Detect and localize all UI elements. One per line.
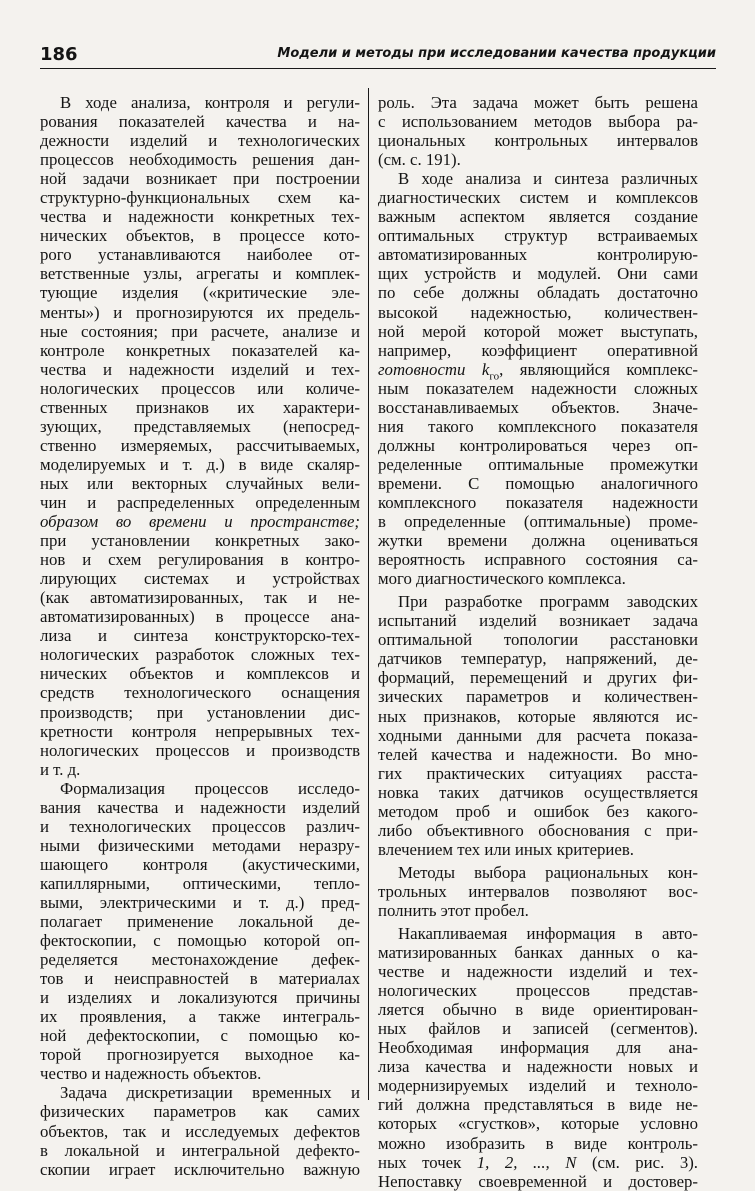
formula-k: готовности k bbox=[378, 359, 490, 379]
text-line: и т. д. bbox=[40, 759, 81, 779]
text-line: по себе должны обладать достаточно bbox=[378, 283, 698, 303]
text-line: новка таких датчиков осуществляется bbox=[378, 782, 698, 802]
page-number: 186 bbox=[40, 44, 78, 65]
text-line: выми, электрическими и т. д.) пред- bbox=[40, 892, 360, 912]
text-line: комплексного показателя надежности bbox=[378, 492, 698, 512]
column-divider bbox=[368, 88, 369, 1100]
text-line: оптимальной топологии расстановки bbox=[378, 630, 698, 650]
text-line: вания качества и надежности изделий bbox=[40, 797, 360, 817]
text-line: ветственные узлы, агрегаты и комплек- bbox=[40, 264, 360, 284]
text-line: ния такого комплексного показателя bbox=[378, 416, 698, 436]
text-line: мого диагностического комплекса. bbox=[378, 569, 626, 589]
text-line: трольных интервалов позволяют вос- bbox=[378, 881, 698, 901]
text-line: датчиков температур, напряжений, де- bbox=[378, 649, 698, 669]
text-line: испытаний изделий возникает задача bbox=[378, 611, 698, 631]
text-line: жутки времени должна оцениваться bbox=[378, 531, 698, 551]
text-line: нологических процессов или количе- bbox=[40, 378, 360, 398]
text-line: производств; при установлении дис- bbox=[40, 702, 360, 722]
text-line: дежности изделий и технологических bbox=[40, 131, 360, 151]
text-line-italic: образом во времени и пространстве; bbox=[40, 512, 360, 532]
text-line: телей качества и надежности. Во мно- bbox=[378, 744, 698, 764]
point-list: 1, 2, ..., N bbox=[476, 1152, 577, 1172]
text-line: в локальной и интегральной дефекто- bbox=[40, 1140, 360, 1160]
text-line: фектоскопии, с помощью которой оп- bbox=[40, 931, 360, 951]
text-line: менты») и прогнозируются их предель- bbox=[40, 302, 360, 322]
text-line: чин и распределенных определенным bbox=[40, 492, 360, 512]
text-segment: ных точек bbox=[378, 1152, 477, 1172]
running-title: Модели и методы при исследовании качества продукции bbox=[277, 46, 716, 61]
text-line: тующие изделия («критические эле- bbox=[40, 283, 360, 303]
text-line: процессов необходимость решения дан- bbox=[40, 150, 360, 170]
text-line: методом проб и ошибок без какого- bbox=[378, 801, 698, 821]
page-header bbox=[40, 40, 716, 68]
text-line: роль. Эта задача может быть решена bbox=[378, 93, 698, 112]
text-line: Накапливаемая информация в авто- bbox=[398, 924, 698, 944]
text-line: вероятность исправного состояния са- bbox=[378, 550, 698, 570]
text-line: Необходимая информация для ана- bbox=[378, 1038, 698, 1058]
text-line: зических параметров и количествен- bbox=[378, 687, 698, 707]
text-line: влечением тех или иных критериев. bbox=[378, 839, 634, 859]
text-line: ных файлов и записей (сегментов). bbox=[378, 1019, 698, 1039]
text-line: В ходе анализа и синтеза различных bbox=[398, 169, 698, 189]
text-line: с использованием методов выбора ра- bbox=[378, 112, 698, 132]
text-line: скопии играет исключительно важную bbox=[40, 1159, 360, 1179]
text-line: ной мерой которой может выступать, bbox=[378, 321, 698, 341]
text-line: матизированных банках данных о ка- bbox=[378, 943, 698, 963]
text-line: ственных признаков их характери- bbox=[40, 397, 360, 417]
text-line: (см. с. 191). bbox=[378, 150, 461, 170]
text-line: которых «сгустков», которые условно bbox=[378, 1114, 698, 1134]
text-line: ные состояния; при расчете, анализе и bbox=[40, 321, 360, 341]
text-line: высокой надежностью, количествен- bbox=[378, 302, 698, 322]
text-line: при установлении конкретных зако- bbox=[40, 531, 360, 551]
text-line: чество и надежность объектов. bbox=[40, 1064, 262, 1084]
text-line: средств технологического оснащения bbox=[40, 683, 360, 703]
text-line: гих практических ситуациях расста- bbox=[378, 763, 698, 783]
text-line: модернизируемых изделий и техноло- bbox=[378, 1076, 698, 1096]
text-line: физических параметров как самих bbox=[40, 1102, 360, 1122]
text-line: восстанавливаемых объектов. Значе- bbox=[378, 397, 698, 417]
text-line: их проявления, а также интеграль- bbox=[40, 1007, 360, 1027]
text-line: и изделиях и локализуются причины bbox=[40, 988, 360, 1008]
header-rule bbox=[40, 68, 716, 69]
text-line: циональных контрольных интервалов bbox=[378, 131, 698, 151]
text-line: моделируемых и т. д.) в виде скаляр- bbox=[40, 454, 360, 474]
text-line: нологических процессов и производств bbox=[40, 740, 360, 760]
text-line: ными физическими методами неразру- bbox=[40, 835, 360, 855]
text-line: рования показателей качества и на- bbox=[40, 112, 360, 132]
text-line: Формализация процессов исследо- bbox=[60, 778, 360, 798]
text-line: ределенные оптимальные промежутки bbox=[378, 454, 698, 474]
text-line: формаций, перемещений и других фи- bbox=[378, 668, 698, 688]
text-line: и технологических процессов различ- bbox=[40, 816, 360, 836]
text-line: лирующих системах и устройствах bbox=[40, 569, 360, 589]
right-column bbox=[378, 93, 698, 1191]
text-line: времени. С помощью аналогичного bbox=[378, 473, 698, 493]
text-line: При разработке программ заводских bbox=[398, 592, 698, 612]
text-line: нических объектов и комплексов и bbox=[40, 664, 360, 684]
text-line: объектов, так и исследуемых дефектов bbox=[40, 1121, 360, 1141]
text-line: ной дефектоскопии, с помощью ко- bbox=[40, 1026, 360, 1046]
formula-subscript: го bbox=[489, 370, 500, 383]
text-line: диагностических систем и комплексов bbox=[378, 188, 698, 208]
text-line: нов и схем регулирования в контро- bbox=[40, 550, 360, 570]
text-line: ной задачи возникает при построении bbox=[40, 169, 360, 189]
text-line: лиза качества и надежности новых и bbox=[378, 1057, 698, 1077]
text-line: Задача дискретизации временных и bbox=[60, 1083, 360, 1103]
text-line: чества и надежности изделий и тех- bbox=[40, 359, 360, 379]
text-line: ределяется местонахождение дефек- bbox=[40, 950, 360, 970]
text-line: (как автоматизированных, так и не- bbox=[40, 588, 360, 608]
text-line: полагает применение локальной де- bbox=[40, 912, 360, 932]
formula-tail: , являющийся комплекс- bbox=[499, 359, 698, 379]
text-line: можно изобразить в виде контроль- bbox=[378, 1133, 698, 1153]
text-line-formula bbox=[378, 359, 698, 383]
text-line: например, коэффициент оперативной bbox=[378, 340, 698, 360]
text-line: либо объективного обоснования с при- bbox=[378, 820, 698, 840]
left-column bbox=[40, 93, 360, 1179]
text-line: щих устройств и модулей. Они сами bbox=[378, 264, 698, 284]
text-line: автоматизированных контролирую- bbox=[378, 245, 698, 265]
text-line: автоматизированных) в процессе ана- bbox=[40, 607, 360, 627]
text-line: ственно измеряемых, рассчитываемых, bbox=[40, 435, 360, 455]
text-line: кретности контроля непрерывных тех- bbox=[40, 721, 360, 741]
text-line: ляется обычно в виде ориентирован- bbox=[378, 1000, 698, 1020]
text-line: рого устанавливаются наиболее от- bbox=[40, 245, 360, 265]
text-line: контроле конкретных показателей ка- bbox=[40, 340, 360, 360]
text-line: тов и неисправностей в материалах bbox=[40, 969, 360, 989]
text-line: полнить этот пробел. bbox=[378, 900, 529, 920]
text-line: в определенные (оптимальные) проме- bbox=[378, 512, 698, 532]
text-line: честве и надежности изделий и тех- bbox=[378, 962, 698, 982]
text-line: лиза и синтеза конструкторско-тех- bbox=[40, 626, 360, 646]
text-line: нических объектов, в процессе кото- bbox=[40, 226, 360, 246]
text-line: шающего контроля (акустическими, bbox=[40, 854, 360, 874]
text-line: должны контролироваться через оп- bbox=[378, 435, 698, 455]
text-line: чества и надежности конкретных тех- bbox=[40, 207, 360, 227]
text-line: структурно-функциональных схем ка- bbox=[40, 188, 360, 208]
text-line: ходными данными для расчета показа- bbox=[378, 725, 698, 745]
text-line: ных или векторных случайных вели- bbox=[40, 473, 360, 493]
text-line: ных признаков, которые являются ис- bbox=[378, 706, 698, 726]
text-segment: (см. рис. 3). bbox=[576, 1152, 698, 1172]
text-line: Непоставку своевременной и достовер- bbox=[378, 1171, 698, 1191]
text-line: оптимальных структур встраиваемых bbox=[378, 226, 698, 246]
text-line: В ходе анализа, контроля и регули- bbox=[60, 93, 360, 112]
text-line: ным показателем надежности сложных bbox=[378, 378, 698, 398]
text-line: зующих, представляемых (непосред- bbox=[40, 416, 360, 436]
text-line: нологических процессов представ- bbox=[378, 981, 698, 1001]
text-line-formula bbox=[378, 1153, 698, 1172]
text-line: гий должна представляться в виде не- bbox=[378, 1095, 698, 1115]
text-line: капиллярными, оптическими, тепло- bbox=[40, 873, 360, 893]
text-line: Методы выбора рациональных кон- bbox=[398, 862, 698, 882]
text-line: нологических разработок сложных тех- bbox=[40, 645, 360, 665]
text-line: важным аспектом является создание bbox=[378, 207, 698, 227]
text-line: торой прогнозируется выходное ка- bbox=[40, 1045, 360, 1065]
